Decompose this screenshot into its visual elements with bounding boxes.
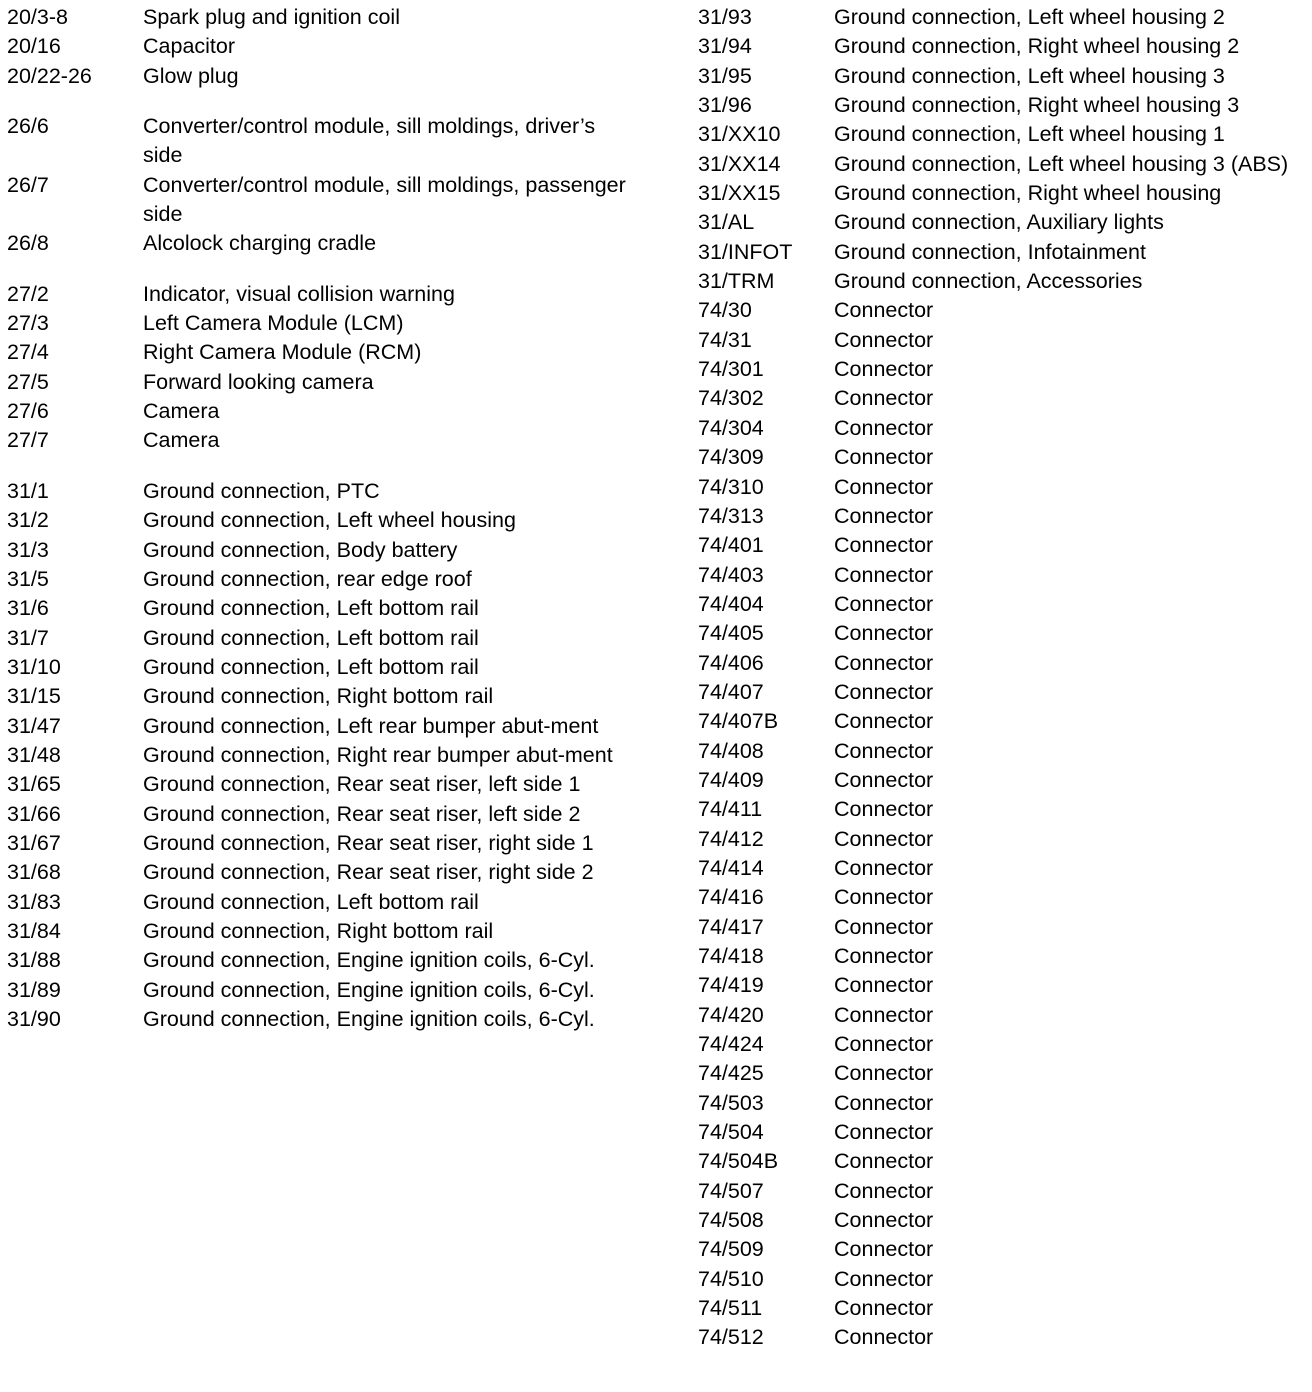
entry-description: Ground connection, Right wheel housing <box>834 181 1222 206</box>
legend-entry <box>698 502 1308 531</box>
entry-description: Ground connection, Left bottom rail <box>143 889 479 914</box>
legend-entry <box>698 825 1308 854</box>
legend-entry <box>7 565 637 594</box>
entry-description: Ground connection, Rear seat riser, left side 1 <box>143 772 581 797</box>
legend-entry <box>7 741 637 770</box>
legend-entry <box>698 913 1308 942</box>
entry-description: Connector <box>834 973 934 998</box>
legend-entry <box>698 326 1308 355</box>
legend-entry <box>698 1118 1308 1147</box>
entry-description: Connector <box>834 503 934 528</box>
legend-entry <box>7 1005 637 1034</box>
legend-entry <box>7 800 637 829</box>
entry-description: Connector <box>834 797 934 822</box>
legend-entry <box>698 208 1308 237</box>
entry-description: Connector <box>834 1266 934 1291</box>
entry-description: Forward looking camera <box>143 369 374 394</box>
entry-description: Ground connection, Rear seat riser, right side 1 <box>143 830 594 855</box>
entry-code: 26/7 <box>7 172 49 197</box>
entry-code: 31/89 <box>7 977 61 1002</box>
entry-code: 74/511 <box>698 1296 763 1321</box>
entry-description: Ground connection, Rear seat riser, left side 2 <box>143 801 581 826</box>
legend-entry <box>698 473 1308 502</box>
legend-entry <box>698 678 1308 707</box>
entry-code: 74/510 <box>698 1266 764 1291</box>
entry-description: Ground connection, Accessories <box>834 269 1143 294</box>
entry-description: Ground connection, Left rear bumper abut-ment <box>143 713 599 738</box>
entry-code: 74/403 <box>698 562 764 587</box>
entry-description: Ground connection, Left bottom rail <box>143 596 479 621</box>
entry-description: Converter/control module, sill moldings, driver’s side <box>143 114 596 168</box>
legend-entry <box>698 795 1308 824</box>
entry-code: 27/6 <box>7 399 49 424</box>
entry-description: Connector <box>834 826 934 851</box>
entry-description: Connector <box>834 386 934 411</box>
entry-description: Connector <box>834 1237 934 1262</box>
entry-description: Connector <box>834 357 934 382</box>
entry-description: Ground connection, Right wheel housing 2 <box>834 34 1240 59</box>
legend-entry <box>698 1206 1308 1235</box>
entry-code: 31/INFOT <box>698 239 793 264</box>
entry-code: 27/3 <box>7 311 49 336</box>
entry-code: 74/409 <box>698 767 764 792</box>
entry-description: Ground connection, Right wheel housing 3 <box>834 93 1240 118</box>
entry-description: Ground connection, Left wheel housing 1 <box>834 122 1225 147</box>
legend-entry <box>698 1059 1308 1088</box>
entry-description: Connector <box>834 298 934 323</box>
entry-description: Connector <box>834 914 934 939</box>
entry-code: 74/417 <box>698 914 764 939</box>
entry-code: 31/1 <box>7 478 49 503</box>
entry-code: 31/94 <box>698 34 752 59</box>
legend-entry <box>698 1177 1308 1206</box>
entry-code: 74/418 <box>698 944 764 968</box>
entry-description: Connector <box>834 1002 934 1027</box>
entry-description: Connector <box>834 738 934 763</box>
entry-code: 74/509 <box>698 1237 764 1262</box>
legend-entry <box>698 62 1308 91</box>
entry-description: Ground connection, Engine ignition coils, 6-Cyl. <box>143 948 595 973</box>
entry-code: 74/407B <box>698 709 779 734</box>
entry-description: Connector <box>834 1149 934 1174</box>
entry-description: Converter/control module, sill moldings, passenger side <box>143 172 626 227</box>
entry-code: 74/302 <box>698 386 764 411</box>
legend-entry <box>698 590 1308 619</box>
legend-entry <box>7 229 637 258</box>
legend-entry <box>698 443 1308 472</box>
legend-entry <box>698 32 1308 61</box>
entry-code: 31/90 <box>7 1007 61 1031</box>
entry-code: 74/405 <box>698 621 764 646</box>
entry-code: 31/48 <box>7 742 61 767</box>
entry-code: 20/16 <box>7 34 61 59</box>
legend-entry <box>698 1147 1308 1176</box>
entry-code: 74/414 <box>698 855 764 880</box>
entry-description: Ground connection, Body battery <box>143 537 458 562</box>
entry-description: Connector <box>834 1208 934 1233</box>
entry-description: Ground connection, Infotainment <box>834 239 1146 264</box>
legend-entry <box>698 238 1308 267</box>
legend-entry <box>7 32 637 61</box>
entry-code: 31/88 <box>7 948 61 973</box>
entry-description: Connector <box>834 1178 934 1203</box>
legend-entry <box>698 1030 1308 1059</box>
entry-description: Ground connection, Right rear bumper abut-ment <box>143 742 613 767</box>
entry-description: Ground connection, Left wheel housing 3 <box>834 63 1225 88</box>
entry-description: Connector <box>834 1061 934 1086</box>
entry-code: 74/309 <box>698 445 764 470</box>
legend-entry <box>7 976 637 1005</box>
entry-code: 31/3 <box>7 537 49 562</box>
entry-description: Connector <box>834 767 934 792</box>
legend-entry <box>698 737 1308 766</box>
legend-entry <box>7 594 637 623</box>
right-column <box>698 3 1308 1353</box>
legend-entry <box>7 682 637 711</box>
legend-entry <box>7 477 637 506</box>
entry-code: 31/47 <box>7 713 61 738</box>
entry-description: Connector <box>834 591 934 616</box>
legend-entry <box>7 112 637 171</box>
entry-code: 74/504B <box>698 1149 779 1174</box>
entry-description: Ground connection, Auxiliary lights <box>834 210 1164 235</box>
legend-entry <box>7 888 637 917</box>
entry-code: 74/425 <box>698 1061 764 1086</box>
entry-description: Connector <box>834 1090 934 1115</box>
entry-code: 31/2 <box>7 508 49 533</box>
entry-code: 31/67 <box>7 830 61 855</box>
entry-code: 74/419 <box>698 973 764 998</box>
legend-entry <box>7 624 637 653</box>
legend-entry <box>698 1235 1308 1264</box>
entry-description: Alcolock charging cradle <box>143 231 377 256</box>
entry-code: 31/10 <box>7 654 61 679</box>
entry-description: Connector <box>834 533 934 558</box>
entry-code: 74/508 <box>698 1208 764 1233</box>
entry-description: Connector <box>834 1296 934 1321</box>
entry-description: Connector <box>834 885 934 910</box>
entry-code: 74/507 <box>698 1178 764 1203</box>
legend-entry <box>7 3 637 32</box>
entry-code: 74/313 <box>698 503 764 528</box>
entry-description: Connector <box>834 679 934 704</box>
entry-description: Connector <box>834 1325 934 1350</box>
entry-code: 31/95 <box>698 63 752 88</box>
entry-description: Connector <box>834 944 934 968</box>
legend-entry <box>7 338 637 367</box>
entry-description: Ground connection, Left wheel housing <box>143 508 516 533</box>
entry-description: Connector <box>834 1032 934 1057</box>
entry-code: 27/2 <box>7 281 49 306</box>
entry-description: Left Camera Module (LCM) <box>143 311 404 336</box>
legend-entry <box>7 829 637 858</box>
entry-description: Right Camera Module (RCM) <box>143 340 422 365</box>
entry-code: 74/301 <box>698 357 764 382</box>
legend-entry <box>698 1265 1308 1294</box>
legend-entry <box>7 62 637 91</box>
legend-entry <box>7 858 637 887</box>
entry-code: 31/15 <box>7 684 61 709</box>
entry-description: Glow plug <box>143 63 239 88</box>
entry-code: 31/68 <box>7 860 61 885</box>
legend-entry <box>7 770 637 799</box>
entry-description: Spark plug and ignition coil <box>143 5 400 29</box>
entry-code: 31/7 <box>7 625 49 650</box>
entry-description: Ground connection, Engine ignition coils, 6-Cyl. <box>143 977 595 1002</box>
entry-code: 31/6 <box>7 596 49 621</box>
legend-entry <box>698 561 1308 590</box>
entry-code: 26/8 <box>7 231 49 256</box>
entry-code: 74/504 <box>698 1120 764 1145</box>
legend-entry <box>698 649 1308 678</box>
entry-code: 31/93 <box>698 5 752 29</box>
entry-description: Connector <box>834 709 934 734</box>
entry-code: 74/30 <box>698 298 752 323</box>
entry-code: 74/420 <box>698 1002 764 1027</box>
legend-entry <box>7 368 637 397</box>
entry-description: Connector <box>834 327 934 352</box>
entry-code: 74/401 <box>698 533 764 558</box>
legend-entry <box>698 120 1308 149</box>
legend-entry <box>698 91 1308 120</box>
entry-description: Ground connection, Right bottom rail <box>143 684 494 709</box>
legend-entry <box>698 179 1308 208</box>
legend-entry <box>7 536 637 565</box>
entry-description: Ground connection, Left wheel housing 2 <box>834 5 1225 29</box>
entry-code: 20/22-26 <box>7 63 92 88</box>
entry-code: 74/512 <box>698 1325 764 1350</box>
legend-entry <box>698 296 1308 325</box>
entry-code: 31/66 <box>7 801 61 826</box>
entry-code: 74/416 <box>698 885 764 910</box>
entry-description: Ground connection, Left wheel housing 3 (ABS) <box>834 151 1289 176</box>
entry-code: 31/65 <box>7 772 61 797</box>
entry-description: Connector <box>834 621 934 646</box>
entry-code: 74/411 <box>698 797 763 822</box>
entry-code: 74/404 <box>698 591 764 616</box>
legend-entry <box>698 531 1308 560</box>
entry-code: 74/31 <box>698 327 752 352</box>
legend-entry <box>7 397 637 426</box>
legend-entry <box>698 384 1308 413</box>
legend-entry <box>698 1323 1308 1352</box>
entry-description: Ground connection, Engine ignition coils, 6-Cyl. <box>143 1007 595 1031</box>
entry-code: 74/310 <box>698 474 764 499</box>
entry-description: Camera <box>143 428 220 453</box>
entry-description: Ground connection, Left bottom rail <box>143 625 479 650</box>
legend-entry <box>7 653 637 682</box>
entry-code: 31/TRM <box>698 269 775 294</box>
legend-entry <box>7 426 637 455</box>
entry-description: Connector <box>834 445 934 470</box>
left-column <box>7 3 637 1034</box>
entry-code: 74/503 <box>698 1090 764 1115</box>
entry-code: 74/406 <box>698 650 764 675</box>
entry-code: 74/408 <box>698 738 764 763</box>
entry-code: 31/XX14 <box>698 151 781 176</box>
entry-description: Ground connection, PTC <box>143 478 380 503</box>
entry-code: 20/3-8 <box>7 5 68 29</box>
entry-description: Connector <box>834 650 934 675</box>
legend-entry <box>698 971 1308 1000</box>
legend-entry <box>698 267 1308 296</box>
legend-entry <box>698 1294 1308 1323</box>
entry-description: Capacitor <box>143 34 236 59</box>
legend-entry <box>698 766 1308 795</box>
legend-entry <box>698 619 1308 648</box>
entry-code: 31/XX10 <box>698 122 781 147</box>
entry-description: Ground connection, Right bottom rail <box>143 918 494 943</box>
entry-code: 31/AL <box>698 210 755 235</box>
legend-entry <box>7 917 637 946</box>
entry-description: Ground connection, rear edge roof <box>143 566 472 591</box>
legend-entry <box>698 1001 1308 1030</box>
legend-entry <box>698 707 1308 736</box>
legend-entry <box>7 712 637 741</box>
legend-entry <box>698 1089 1308 1118</box>
entry-description: Connector <box>834 1120 934 1145</box>
legend-entry <box>698 942 1308 971</box>
legend-entry <box>698 150 1308 179</box>
entry-code: 31/XX15 <box>698 181 781 206</box>
entry-description: Connector <box>834 474 934 499</box>
entry-description: Connector <box>834 415 934 440</box>
legend-entry <box>698 883 1308 912</box>
entry-description: Camera <box>143 399 220 424</box>
entry-code: 27/5 <box>7 369 49 394</box>
entry-description: Connector <box>834 855 934 880</box>
entry-code: 74/304 <box>698 415 764 440</box>
legend-entry <box>698 854 1308 883</box>
entry-code: 74/407 <box>698 679 764 704</box>
legend-entry <box>698 355 1308 384</box>
entry-code: 26/6 <box>7 114 49 139</box>
legend-entry <box>7 946 637 975</box>
entry-code: 31/83 <box>7 889 61 914</box>
entry-code: 74/424 <box>698 1032 764 1057</box>
entry-code: 27/7 <box>7 428 49 453</box>
entry-code: 31/5 <box>7 566 49 591</box>
legend-entry <box>7 280 637 309</box>
entry-code: 27/4 <box>7 340 49 365</box>
entry-description: Ground connection, Left bottom rail <box>143 654 479 679</box>
entry-code: 74/412 <box>698 826 764 851</box>
legend-entry <box>7 506 637 535</box>
entry-description: Ground connection, Rear seat riser, right side 2 <box>143 860 594 885</box>
entry-code: 31/96 <box>698 93 752 118</box>
legend-entry <box>7 171 637 230</box>
entry-description: Connector <box>834 562 934 587</box>
legend-entry <box>7 309 637 338</box>
entry-description: Indicator, visual collision warning <box>143 281 455 306</box>
legend-entry <box>698 414 1308 443</box>
entry-code: 31/84 <box>7 918 61 943</box>
legend-entry <box>698 3 1308 32</box>
